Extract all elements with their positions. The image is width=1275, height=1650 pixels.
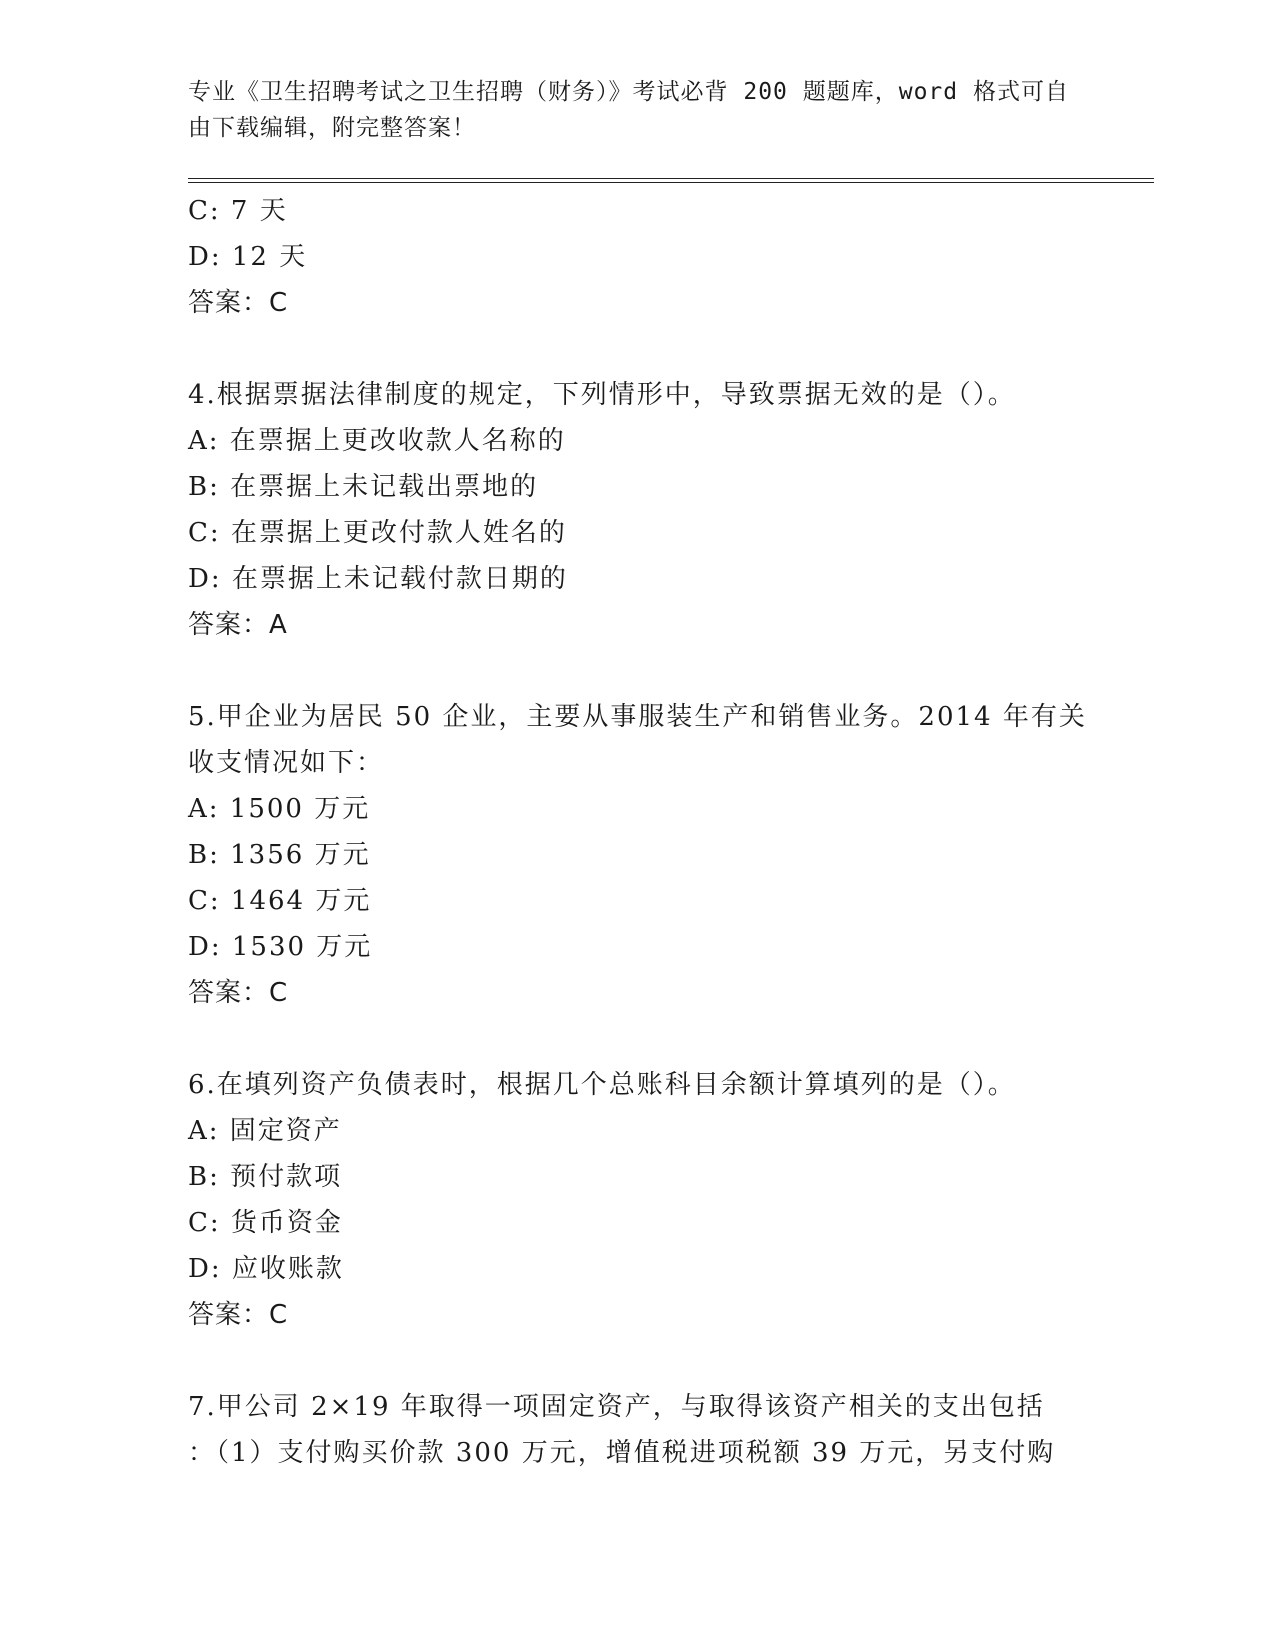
header-divider-top bbox=[188, 178, 1154, 179]
question-text: 6.在填列资产负债表时，根据几个总账科目余额计算填列的是（）。 bbox=[188, 1070, 1016, 1100]
option-b: B: 1356 万元 bbox=[188, 840, 371, 870]
option-d: D: 12 天 bbox=[188, 242, 308, 272]
answer: 答案：C bbox=[188, 1300, 289, 1330]
question-6 bbox=[188, 1062, 1088, 1338]
header-line-1: 专业《卫生招聘考试之卫生招聘（财务）》考试必背 200 题题库，word 格式可自 bbox=[188, 79, 1069, 105]
answer: 答案：A bbox=[188, 610, 288, 640]
option-d: D: 应收账款 bbox=[188, 1254, 344, 1284]
question-3-tail bbox=[188, 188, 1088, 326]
option-a: A: 1500 万元 bbox=[188, 794, 371, 824]
option-b: B: 预付款项 bbox=[188, 1162, 343, 1192]
question-5 bbox=[188, 694, 1088, 1016]
option-c: C: 1464 万元 bbox=[188, 886, 372, 916]
option-a: A: 在票据上更改收款人名称的 bbox=[188, 426, 566, 456]
option-b: B: 在票据上未记载出票地的 bbox=[188, 472, 539, 502]
option-c: C: 货币资金 bbox=[188, 1208, 343, 1238]
header-line-2: 由下载编辑，附完整答案！ bbox=[188, 115, 476, 141]
answer: 答案：C bbox=[188, 288, 289, 318]
option-c: C: 在票据上更改付款人姓名的 bbox=[188, 518, 567, 548]
question-text-line-1: 7.甲公司 2×19 年取得一项固定资产，与取得该资产相关的支出包括 bbox=[188, 1392, 1045, 1422]
question-7 bbox=[188, 1384, 1088, 1476]
question-text-line-1: 5.甲企业为居民 50 企业，主要从事服装生产和销售业务。2014 年有关 bbox=[188, 702, 1087, 732]
option-a: A: 固定资产 bbox=[188, 1116, 342, 1146]
question-4 bbox=[188, 372, 1088, 648]
document-header bbox=[188, 74, 1088, 146]
option-d: D: 1530 万元 bbox=[188, 932, 373, 962]
header-divider-bottom bbox=[188, 182, 1154, 183]
question-text: 4.根据票据法律制度的规定，下列情形中，导致票据无效的是（）。 bbox=[188, 380, 1016, 410]
answer: 答案：C bbox=[188, 978, 289, 1008]
question-text-line-2: ：（1）支付购买价款 300 万元，增值税进项税额 39 万元，另支付购 bbox=[188, 1438, 1056, 1468]
question-text-line-2: 收支情况如下： bbox=[188, 748, 385, 778]
document-body bbox=[188, 188, 1088, 1476]
option-c: C: 7 天 bbox=[188, 196, 288, 226]
option-d: D: 在票据上未记载付款日期的 bbox=[188, 564, 568, 594]
